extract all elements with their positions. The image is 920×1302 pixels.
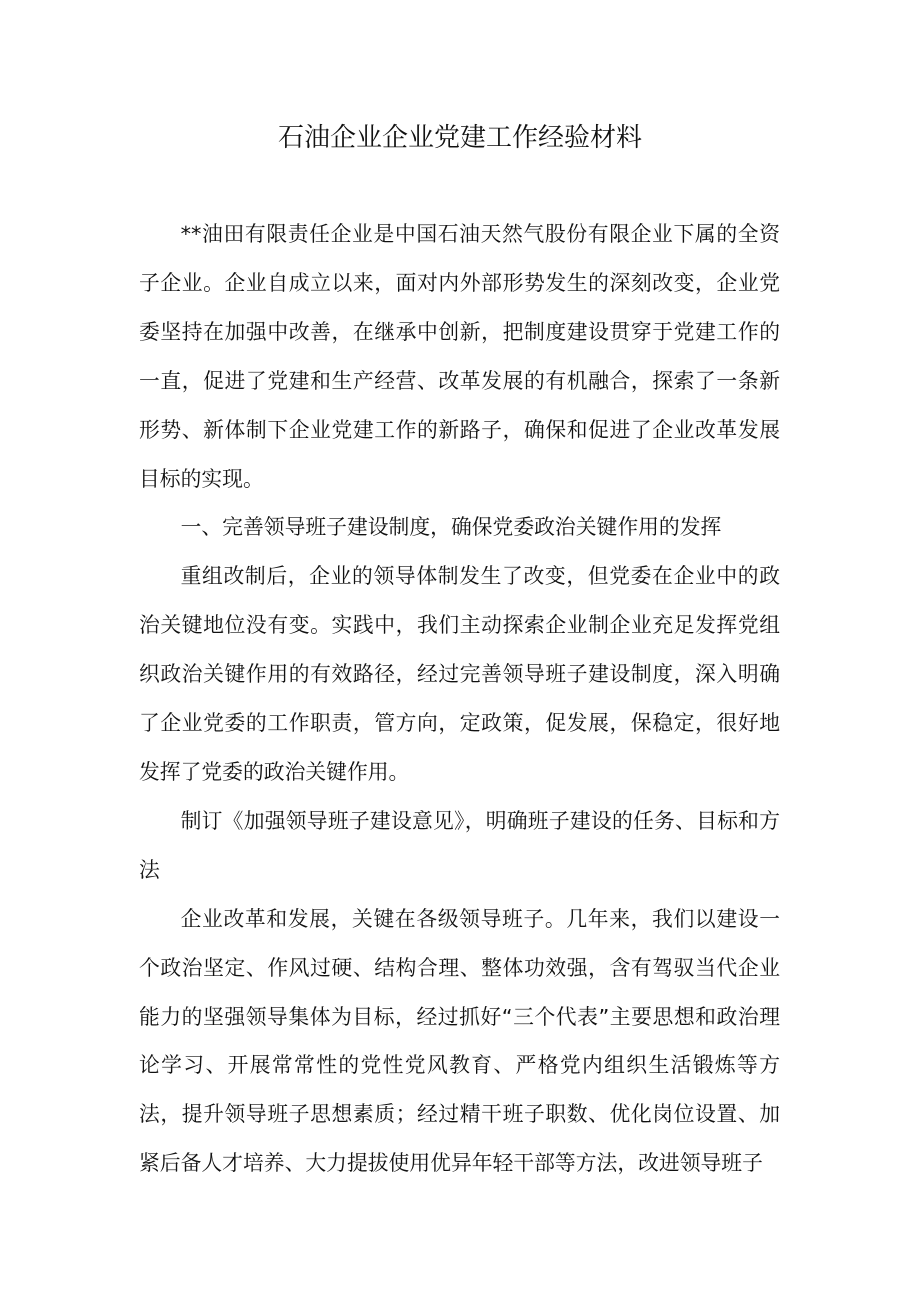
- subheading-leadership-opinion: 制订《加强领导班子建设意见》，明确班子建设的任务、目标和方法: [139, 808, 780, 882]
- document-body: [139, 210, 780, 1188]
- document-title: 石油企业企业党建工作经验材料: [277, 123, 642, 153]
- paragraph-intro: **油田有限责任企业是中国石油天然气股份有限企业下属的全资子企业。企业自成立以来，面对内外部形势发生的深刻改变，企业党委坚持在加强中改善，在继承中创新，把制度建设贯穿于党建工作的一直，促进了党建和生产经营、改革发展的有机融合，探索了一条新形势、新体制下企业党建工作的新路子，确保和促进了企业改革发展目标的实现。: [139, 222, 780, 491]
- paragraph-leadership: 企业改革和发展，关键在各级领导班子。几年来，我们以建设一个政治坚定、作风过硬、结构合理、整体功效强，含有驾驭当代企业能力的坚强领导集体为目标，经过抓好“三个代表”主要思想和政治理论学习、开展常常性的党性党风教育、严格党内组织生活锻炼等方法，提升领导班子思想素质；经过精干班子职数、优化岗位设置、加紧后备人才培养、大力提拔使用优异年轻干部等方法，改进领导班子: [139, 906, 780, 1176]
- section-heading-1: 一、完善领导班子建设制度，确保党委政治关键作用的发挥: [180, 515, 722, 540]
- paragraph-section-1: 重组改制后，企业的领导体制发生了改变，但党委在企业中的政治关键地位没有变。实践中，我们主动探索企业制企业充足发挥党组织政治关键作用的有效路径，经过完善领导班子建设制度，深入明确了企业党委的工作职责，管方向，定政策，促发展，保稳定，很好地发挥了党委的政治关键作用。: [139, 564, 780, 784]
